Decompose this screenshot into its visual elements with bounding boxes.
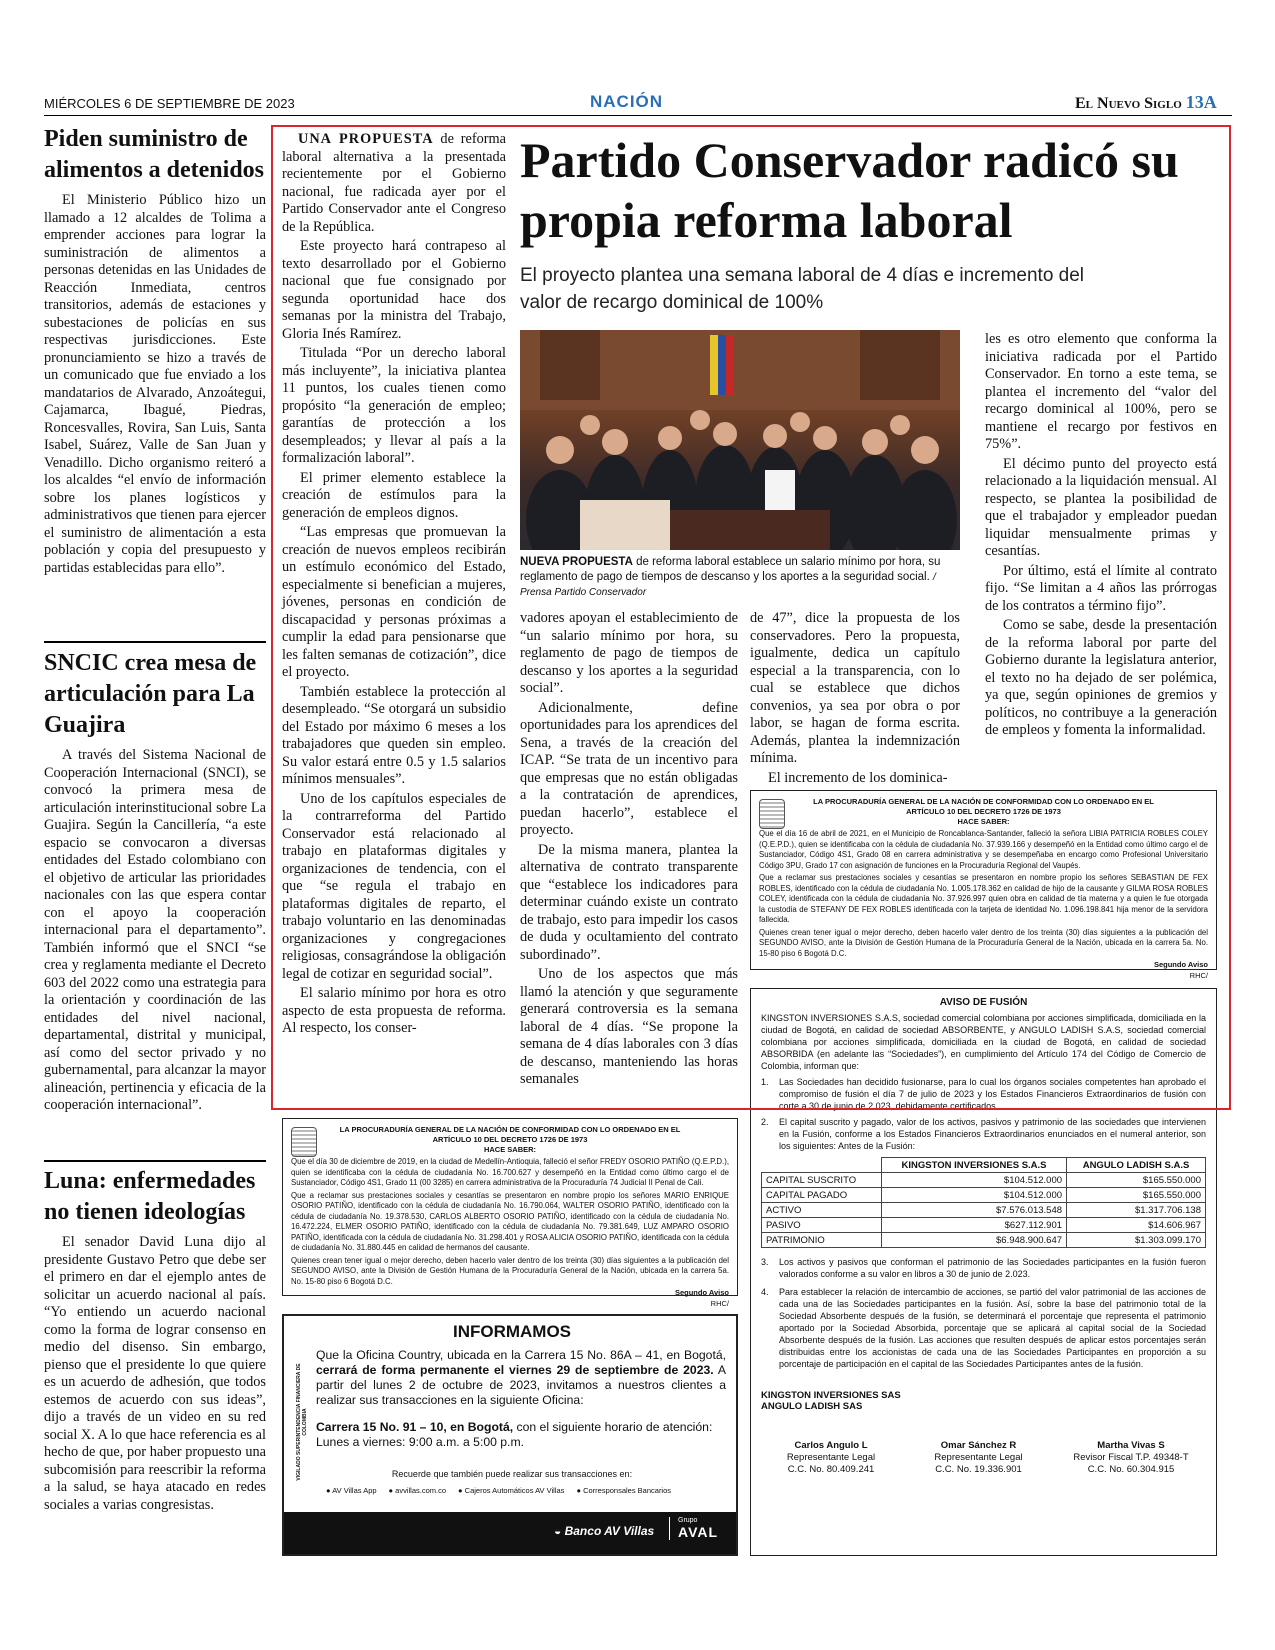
group-photo-illustration (520, 330, 960, 550)
table-row: CAPITAL SUSCRITO $104.512.000 $165.550.000 (762, 1173, 1206, 1188)
notice-2-sign: Segundo Aviso (674, 1288, 729, 1297)
page-date: MIÉRCOLES 6 DE SEPTIEMBRE DE 2023 (44, 96, 295, 111)
fusion-notice (750, 988, 1217, 1556)
table-header-cell: ANGULO LADISH S.A.S (1067, 1158, 1206, 1173)
notice-1-sign: Segundo Aviso (1153, 960, 1208, 969)
notice-1-p2: Que a reclamar sus prestaciones sociales y cesantías se presentaron en nombre propio los señores SEBASTIAN DE FEX ROBLES, identificado con la cédula de ciudadanía No. 1.005.178.362 en calidad de hijo de la causante y GILMA ROSA ROBLES COLEY, identificada con la cédula de ciudadanía No. 37.926.997 quien obra en calidad de tía materna y a quien le fue otorgada la custodia de STEFANY DE FEX ROBLES identificada con la tarjeta de identidad No. 1.096.198.841 hija menor de la servidora fallecida. (759, 873, 1208, 924)
channel-item: ● AV Villas App (326, 1486, 377, 1495)
notice-1-hace: HACE SABER: (957, 817, 1010, 826)
sidebar-divider-1 (44, 641, 266, 643)
main-lede: El proyecto plantea una semana laboral de 4 días e incremento del valor de recargo dominical de 100% (520, 265, 1085, 313)
notice-1-p1: Que el día 16 de abril de 2021, en el Municipio de Roncablanca-Santander, falleció la señora LIBIA PATRICIA ROBLES COLEY (Q.E.P.D.), quien se identificaba con la cédula de ciudadanía No. 37.939.166 y desempeñó en la Entidad como último cargo el de Sustanciador, Código 4S1, Grado 08 en carrera administrativa y se desempeñaba en encargo como Profesional Universitario Código 3PU, Grado 17 con asignación de funciones en la Procuraduría Regional del Vaupés. (759, 829, 1208, 870)
ad-paragraph-2: Carrera 15 No. 91 – 10, en Bogotá, con el siguiente horario de atención: Lunes a viernes: 9:00 a.m. a 5:00 p.m. (316, 1420, 713, 1449)
notice-2-hace: HACE SABER: (483, 1145, 537, 1154)
fusion-item-3: 3. Los activos y pasivos que conforman el patrimonio de las Sociedades participantes en la fusión fueron valorados conforme a su valor en libros a 30 de junio de 2.023. (761, 1257, 1206, 1279)
notice-2-header: LA PROCURADURÍA GENERAL DE LA NACIÓN DE CONFORMIDAD CON LO ORDENADO EN EL ARTÍCULO 10 DEL DECRETO 1726 DE 1973 (339, 1125, 681, 1144)
notice-1-code: RHC/ (1189, 971, 1208, 980)
group-logo: Grupo AVAL (669, 1517, 718, 1540)
table-row: CAPITAL PAGADO $104.512.000 $165.550.000 (762, 1188, 1206, 1203)
fusion-item-1: 1. Las Sociedades han decidido fusionarse, para lo cual los órganos sociales competentes han aprobado el compromiso de fusión el día 7 de julio de 2023 y los Estados Financieros Extraordinarios de fusión con corte a 30 de junio de 2.023, debidamente certificados. (761, 1077, 1206, 1111)
table-header-cell (762, 1158, 882, 1173)
fusion-intro: KINGSTON INVERSIONES S.A.S, sociedad comercial colombiana por acciones simplificada, domiciliada en la ciudad de Bogotá, en calidad de sociedad ABSORBENTE, y ANGULO LADISH S.A.S, sociedad comercial colombiana por acciones simplificada, domiciliada en la ciudad de Bogotá, en calidad de sociedad ABSORBIDA (en adelante las “Sociedades”), en cumplimiento del Artículo 174 del Código de Comercio de Colombia, informan que: (761, 1013, 1206, 1071)
table-row: ACTIVO $7.576.013.548 $1.317.706.138 (762, 1203, 1206, 1218)
signature-block: Carlos Angulo L Representante Legal C.C. No. 80.409.241 (786, 1440, 876, 1475)
ad-recuerde: Recuerde que también puede realizar sus transacciones en: (391, 1469, 633, 1479)
article-lead-in: UNA PROPUESTA (298, 131, 434, 147)
fusion-table-wrap (761, 1157, 1206, 1248)
photo-credit: / Prensa Partido Conservador (520, 572, 936, 598)
procuraduria-notice-2 (282, 1118, 738, 1308)
notice-1-p3: Quienes crean tener igual o mejor derecho, deben hacerlo valer dentro de los treinta (30) días siguientes a la publicación del SEGUNDO AVISO, ante la División de Gestión Humana de la Procuraduría General de la Nación, ubicada en la carrera 5a. No. 15-80 piso 6 Bogotá D.C. (759, 927, 1208, 958)
notice-1-header: LA PROCURADURÍA GENERAL DE LA NACIÓN DE CONFORMIDAD CON LO ORDENADO EN EL ARTÍCULO 10 DEL DECRETO 1726 DE 1973 (813, 797, 1154, 816)
article-column-1: UNA PROPUESTA de reforma laboral alternativa a la presentada recientemente por el Gobierno nacional, fue radicada ayer por el Partido Conservador ante el Congreso de la República. Este proyecto hará contrapeso al texto desarrollado por el Gobierno nacional que fue consignado por segunda oportunidad hace dos semanas por la ministra del Trabajo, Gloria Inés Ramírez. Titulada “Por un derecho laboral más incluyente”, la iniciativa plantea 11 puntos, los cuales tienen como propósito “la generación de empleo; garantías de protección a los desempleados; y llevar al país a la formalización laboral”. El primer elemento establece la creación de estímulos para la generación de empleos dignos. “Las empresas que promuevan la creación de nuevos empleos recibirán un estímulo económico del Estado, especialmente si benefician a mujeres, jóvenes, personas en condición de discapacidad y personas próximas a cumplir la edad para pensionarse que les falten semanas de cotización”, dice el proyecto. También establece la protección al desempleado. “Se otorgará un subsidio del Estado por máximo 6 meses a los trabajadores que queden sin empleo. Su valor estará entre 0.5 y 1.5 salarios mínimos mensuales”. Uno de los capítulos especiales de la contrarreforma del Partido Conservador está relacionado al trabajo en plataformas digitales y organizaciones de tendencia, con el que “se regula el trabajo en plataformas digitales de reparto, el trabajo voluntario en las denominadas organizaciones y congregaciones religiosas, consagrándose la obligación legal de cotizar en seguridad social”. El salario mínimo por hora es otro aspecto de esta propuesta de reforma. Al respecto, los conser- (282, 131, 507, 1036)
ad-title: INFORMAMOS (452, 1322, 572, 1341)
section-name: NACIÓN (590, 92, 664, 111)
main-headline: Partido Conservador radicó su propia reforma laboral (520, 132, 1179, 248)
page-number: 13A (1185, 92, 1217, 112)
procuraduria-notice-1 (750, 790, 1217, 980)
caption-lead-in: NUEVA PROPUESTA (520, 556, 633, 568)
table-row: PATRIMONIO $6.948.900.647 $1.303.099.170 (762, 1233, 1206, 1248)
story-2-title: SNCIC crea mesa de articulación para La Guajira (44, 650, 257, 738)
bank-logo-icon: ◒ (554, 1524, 562, 1538)
signature-block: Martha Vivas S Revisor Fiscal T.P. 49348-T C.C. No. 60.304.915 (1073, 1440, 1189, 1475)
story-1-title: Piden suministro de alimentos a detenidos (44, 126, 265, 183)
ad-paragraph-1: Que la Oficina Country, ubicada en la Carrera 15 No. 86A – 41, en Bogotá, cerrará de forma permanente el viernes 29 de septiembre de 2023. A partir del lunes 2 de octubre de 2023, invitamos a nuestros clientes a realizar sus transacciones en la siguiente Oficina: (316, 1348, 726, 1407)
sidebar-story-2 (44, 648, 266, 1117)
photo-caption: NUEVA PROPUESTA de reforma laboral establece un salario mínimo por hora, su reglamento de pago de tiempos de descanso y los aportes a la seguridad social. / Prensa Partido Conservador (520, 556, 941, 598)
fusion-table (761, 1157, 1206, 1248)
table-header-cell: KINGSTON INVERSIONES S.A.S (882, 1158, 1067, 1173)
notice-2-p1: Que el día 30 de diciembre de 2019, en la ciudad de Medellín-Antioquia, falleció el señor FREDY OSORIO PATIÑO (Q.E.P.D.), quien se identificaba con la cédula de ciudadanía No. 16.700.627 y desempeñó en la Entidad como último cargo el de Sustanciador, Código 4S1, Grado 11 (00 3285) en carrera administrativa de la Procuraduría 74 Judicial II Penal de Cali. (291, 1157, 729, 1187)
av-villas-ad (282, 1314, 738, 1556)
paper-title: El Nuevo Siglo (1075, 95, 1182, 112)
notice-2-code: RHC/ (710, 1299, 729, 1308)
channel-item: ● Corresponsales Bancarios (576, 1486, 672, 1495)
procuraduria-seal-icon (759, 799, 785, 829)
fusion-company-2: ANGULO LADISH SAS (761, 1401, 863, 1412)
bank-logo: ◒ Banco AV Villas (554, 1524, 655, 1538)
story-3-body: El senador David Luna dijo al presidente Gustavo Petro que debe ser el primero en dar el ejemplo antes de solicitar un acuerdo nacional al país. “Yo entiendo un acuerdo nacional como la forma de lograr consenso en medio del disenso. Sin embargo, pienso que el presidente lo que quiere es un acuerdo de adhesión, que todos estemos de acuerdo con sus ideas”, dijo a través de un video en su red social X. A lo que hace referencia es al hecho de que, por haber propuesto una subcomisión para reescribir la reforma a la salud, se haya atacado en redes sociales a varias congresistas. (44, 1234, 266, 1513)
channel-item: ● avvillas.com.co (388, 1486, 447, 1495)
fusion-table-header (762, 1158, 1206, 1173)
table-row: PASIVO $627.112.901 $14.606.967 (762, 1218, 1206, 1233)
procuraduria-seal-icon (291, 1127, 317, 1157)
fusion-signatures (761, 1440, 1206, 1476)
article-column-2: vadores apoyan el establecimiento de “un salario mínimo por hora, su reglamento de pago de tiempos de descanso y los aportes a la seguridad social”. Adicionalmente, define oportunidades para los aprendices del Sena, a través de la creación del ICAP. “Se trata de un incentivo para que empresas que no están obligadas a la contratación de aprendices, puedan hacerlo”, establece el proyecto. De la misma manera, plantea la alternativa de contrato transparente que “establece los indicadores para determinar cuándo existe un contrato de trabajo, esto para impedir los casos de duda y ocultamiento del contrato subordinado”. Uno de los aspectos que más llamó la atención y que seguramente generará controversia es la semana laboral de 4 días. “Se propone la semana de 4 días laborales con 3 días de descanso, manteniendo las horas semanales (520, 610, 738, 1087)
ad-vertical-text: VIGILADO SUPERINTENDENCIA FINANCIERA DE COLOMBIA (296, 1363, 308, 1481)
fusion-item-2: 2. El capital suscrito y pagado, valor de los activos, pasivos y patrimonio de las sociedades que intervienen en la Fusión, conforme a los Estados Financieros Extraordinarios enunciados en el numeral anterior, son los siguientes: Antes de la Fusión: (761, 1117, 1206, 1151)
sidebar-story-3 (44, 1166, 266, 1516)
fusion-item-4: 4. Para establecer la relación de intercambio de acciones, se partió del valor patrimonial de las acciones de cada una de las Sociedades participantes en la fusión. Así, sobre la base del patrimonio total de la Sociedad Absorbente después de la fusión, se determinará el porcentaje que representa el patrimonio aportado por la Sociedad Absorbida, porcentaje que se aplicará al capital social de la Sociedad Absorbente después de la fusión. Las acciones que resulten después de aplicar estos porcentajes serán distribuidas entre los accionistas de cada una de las Sociedades Participantes en proporción a su porcentaje de participación en el capital de las Sociedades Participantes antes de la fusión. (761, 1287, 1206, 1369)
notice-2-p3: Quienes crean tener igual o mejor derecho, deben hacerlo valer dentro de los treinta (30) días siguientes a la publicación del SEGUNDO AVISO, ante la División de Gestión Humana de la Procuraduría General de la Nación, ubicada en la carrera 5a. No. 15-80 piso 6 Bogotá D.C. (291, 1255, 729, 1286)
fusion-title: AVISO DE FUSIÓN (939, 997, 1028, 1008)
story-2-body: A través del Sistema Nacional de Cooperación Internacional (SNCI), se convocó la primera mesa de articulación interinstitucional sobre La Guajira. Según la Cancillería, “a este espacio se convocaron a diversas entidades del Estado colombiano con el objetivo de articular las prioridades nacionales con las que espera contar con el apoyo la cooperación internacional para el departamento”. También informó que el SNCI “se crea y reglamenta mediante el Decreto 603 del 2022 como una estrategia para la orientación y coordinación de las entidades del nivel nacional, departamental, distrital y municipal, así como del sector privado y no gubernamental, para alcanzar la mayor alineación, pertinencia y eficacia de la cooperación internacional”. (44, 747, 266, 1113)
article-column-3: de 47”, dice la propuesta de los conservadores. Pero la propuesta, igualmente, dedica un capítulo especial a la transparencia, con lo cual se establece que dichos convenios, ya sea por obra o por labor, se hagan de forma escrita. Además, plantea la indemnización mínima. El incremento de los dominica- (750, 610, 960, 786)
article-photo (520, 330, 960, 550)
story-3-title: Luna: enfermedades no tienen ideologías (44, 1168, 256, 1225)
story-1-body: El Ministerio Público hizo un llamado a 12 alcaldes de Tolima a emprender acciones para lograr la suministración de alimentos a personas detenidas en las Unidades de Reacción Inmediata, centros transitorios, además de estaciones y subestaciones de policías en sus respectivas jurisdicciones. Este pronunciamiento se hizo a través de un comunicado que fue enviado a los mandatarios de Alvarado, Anzoátegui, Cajamarca, Ibagué, Piedras, Roncesvalles, Rovira, San Luis, Santa Isabel, Suárez, Valle de San Juan y Venadillo. Dicho organismo reiteró a los alcaldes “el envío de información sobre los planes logísticos y administrativos que tienen para ejercer el suministro de alimentación a esta población y copia del presupuesto y partidas establecidas para ello”. (44, 192, 266, 576)
channel-item: ● Cajeros Automáticos AV Villas (458, 1486, 565, 1495)
sidebar-story-1 (44, 124, 266, 579)
ad-footer-bar (284, 1512, 736, 1554)
notice-2-p2: Que a reclamar sus prestaciones sociales y cesantías se presentaron en nombre propio los señores MARIO ENRIQUE OSORIO PATIÑO, identificado con la cédula de ciudadanía No. 16.790.064, WALTER OSORIO PATIÑO, identificado con la cédula de ciudadanía No. 19.378.530, CARLOS ALBERTO OSORIO PATIÑO, identificado con la cédula de ciudadanía No. 16.472.224, ELMER OSORIO PATIÑO, identificado con la cédula de ciudadanía No. 79.381.649, LUZ AMPARO OSORIO PATIÑO, identificada con la cédula de ciudadanía No. 31.298.401 y ROSA ALICIA OSORIO PATIÑO, identificada con la cédula de ciudadanía No. 31.880.445 en calidad de hermanos del causante. (291, 1190, 729, 1252)
fusion-company-1: KINGSTON INVERSIONES SAS (761, 1390, 901, 1401)
article-column-4: les es otro elemento que conforma la iniciativa radicada por el Partido Conservador. En torno a este tema, se plantea el incremento del “valor del recargo dominical al 100%, pero se mantiene el recargo por festivos en 75%”. El décimo punto del proyecto está relacionado a la liquidación mensual. Al respecto, se plantea la posibilidad de que el trabajador y empleador puedan liquidar mensualmente primas y cesantías. Por último, está el límite al contrato fijo. “Se limitan a 4 años las prórrogas de los contratos a término fijo”. Como se sabe, desde la presentación de la reforma laboral por parte del Gobierno durante la legislatura anterior, el texto no ha dejado de ser polémica, ya que, según opiniones de gremios y políticos, no contribuye a la generación de empleos y fomenta la informalidad. (985, 331, 1217, 738)
header-rule (44, 115, 1232, 116)
ad-channels (326, 1486, 726, 1495)
signature-block: Omar Sánchez R Representante Legal C.C. No. 19.336.901 (934, 1440, 1023, 1475)
paper-name (1075, 92, 1217, 113)
sidebar-divider-2 (44, 1160, 266, 1162)
